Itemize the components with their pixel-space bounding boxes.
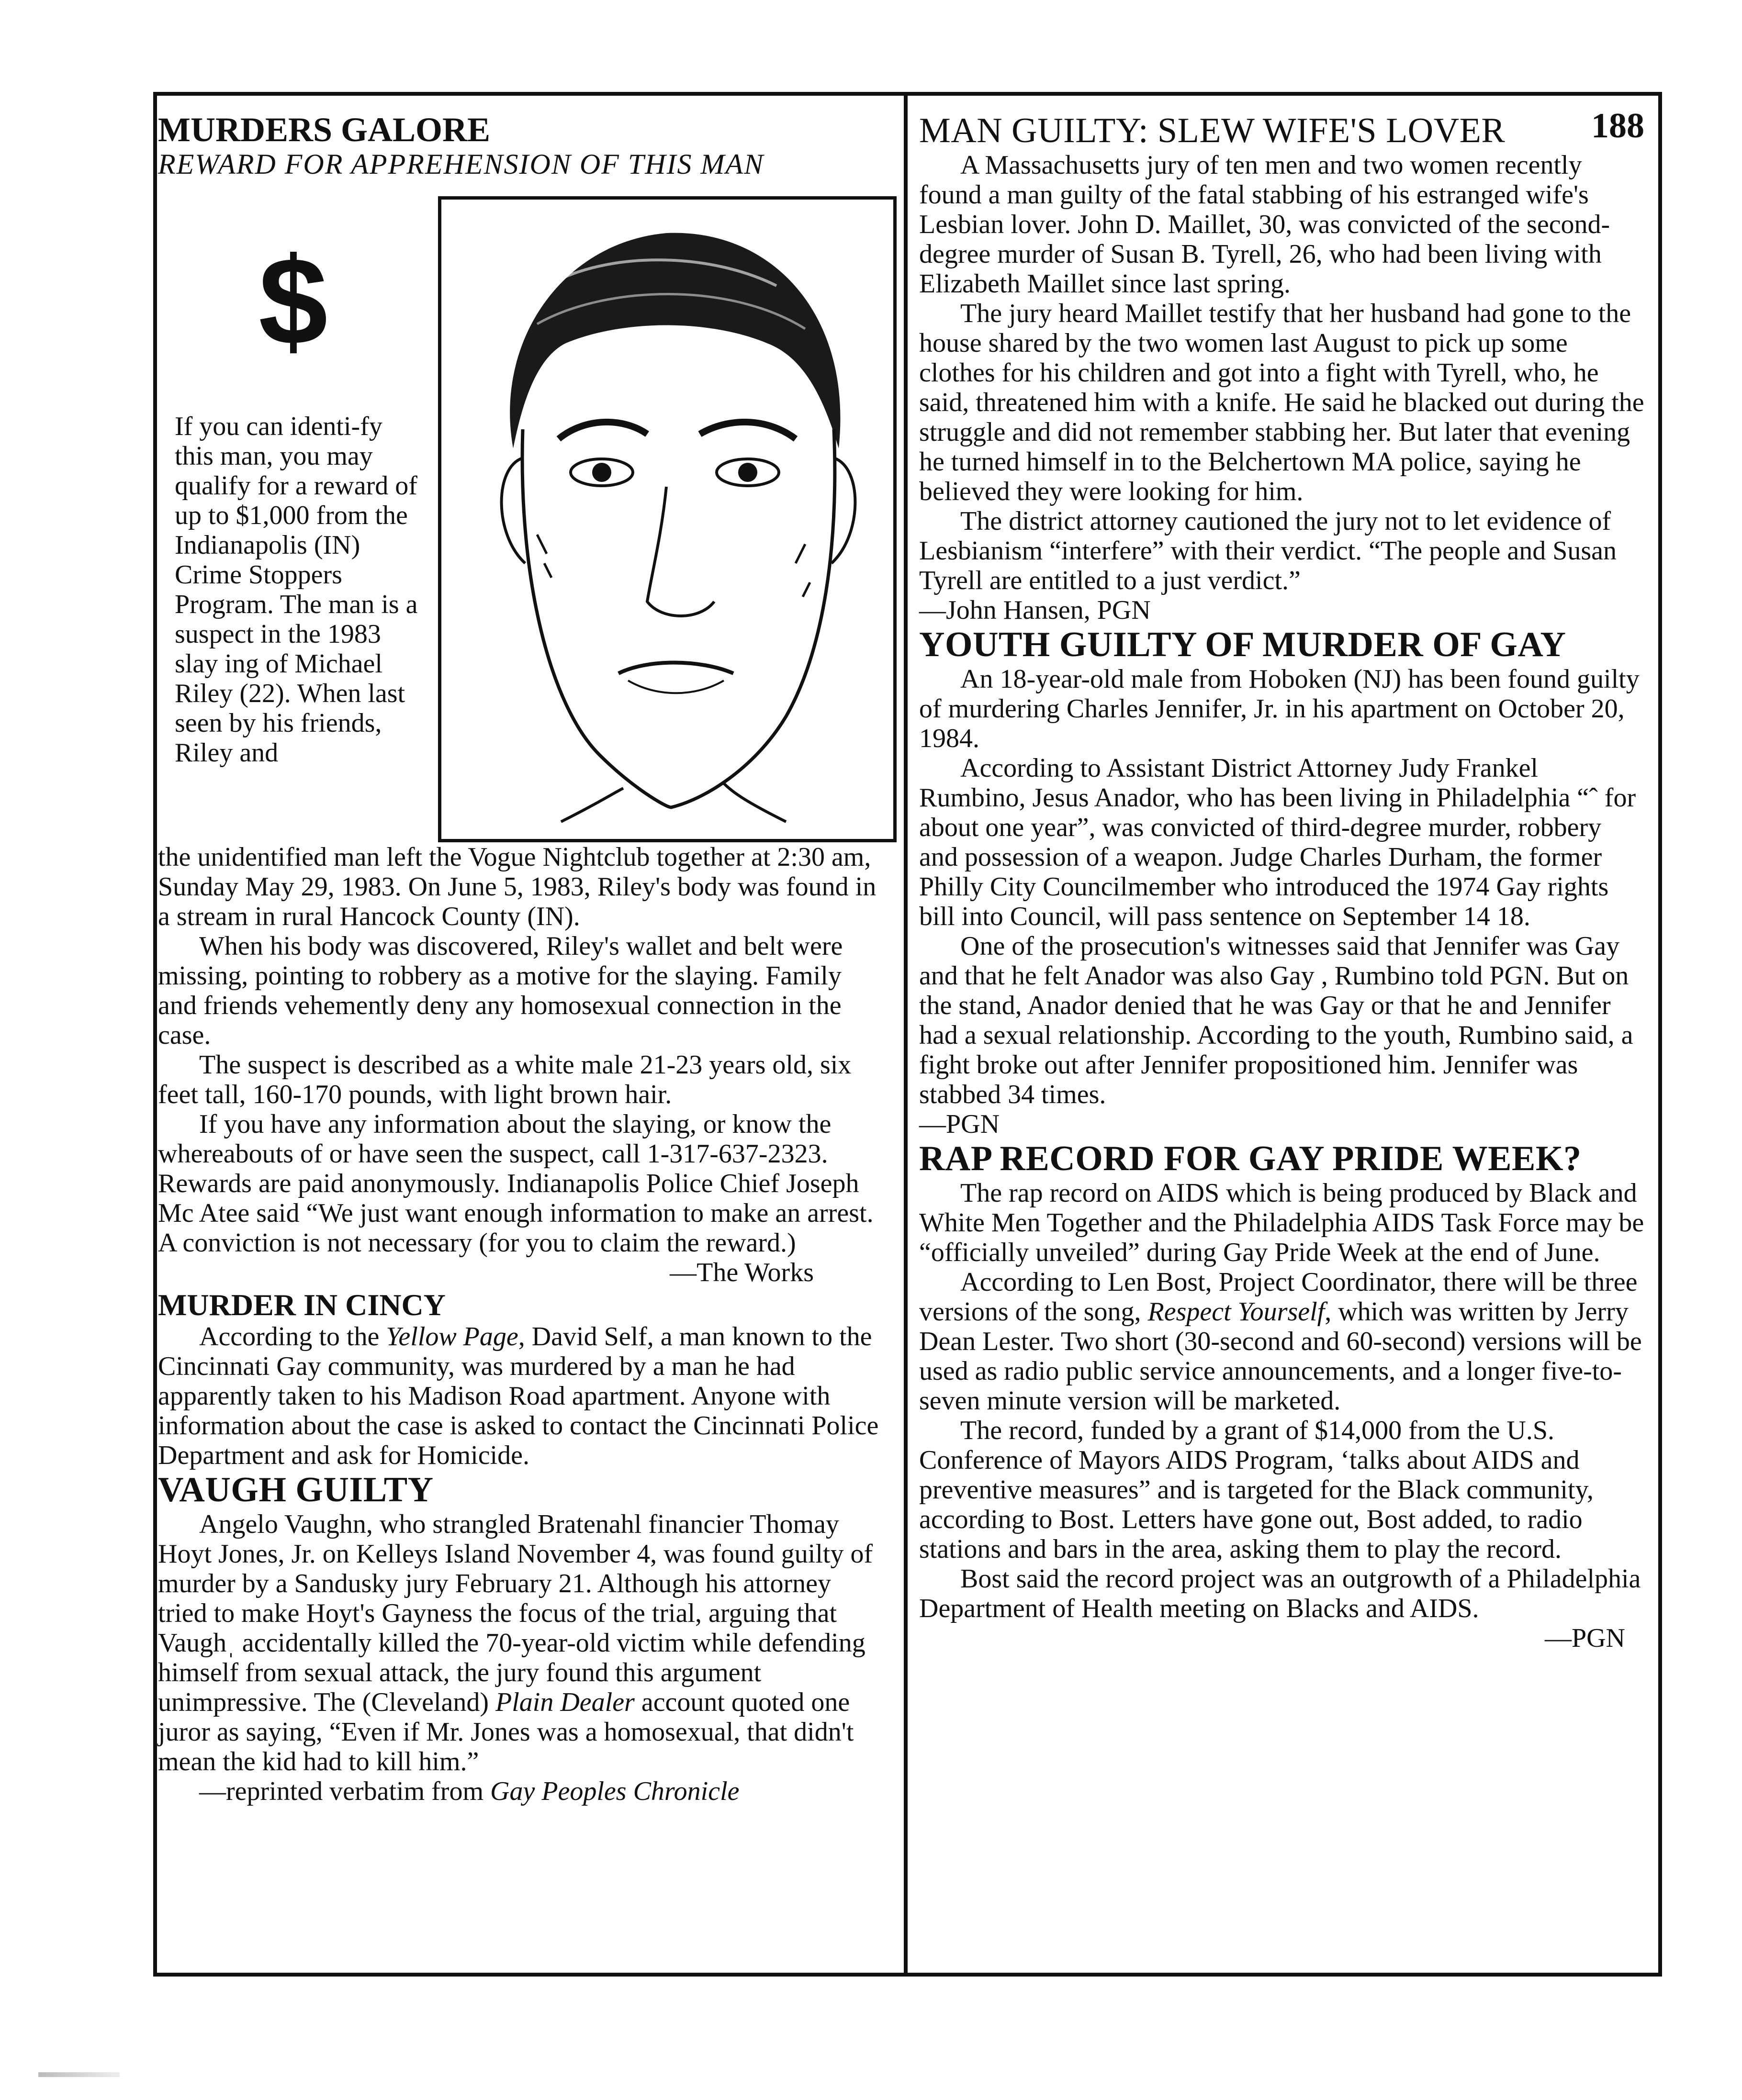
column-divider: [904, 92, 908, 1977]
left-column-body: [158, 842, 886, 1806]
vaugh-credit: [158, 1776, 886, 1806]
vaugh-p1: [158, 1509, 886, 1776]
gay-peoples-chronicle-title: Gay Peoples Chronicle: [490, 1776, 740, 1806]
rap-p1: The rap record on AIDS which is being produced by Black and White Men Together and the Philadelphia AIDS Task Force may be “officially unveiled” during Gay Pride Week at the end of June.: [919, 1178, 1644, 1267]
youth-credit: —PGN: [919, 1109, 1000, 1139]
page-number: 188: [1591, 106, 1644, 145]
vaugh-p1-start: Angelo Vaughn, who strangled Bratenahl financier Thomay Hoyt Jones, Jr. on Kelleys Island November 4, was found guilty of murder by a Sandusky jury February 21. Although his attorney tried to make Hoyt's Gayness the focus of the trial, arguing that Vaughˌ accidentally killed the 70-year-old victim while defending himself from sexual attack, the jury found this argument unimpressive. The (Cleveland): [158, 1509, 873, 1717]
youth-p1: An 18-year-old male from Hoboken (NJ) has been found guilty of murdering Charles Jennifer, Jr. in his apartment on October 20, 1984.: [919, 664, 1640, 753]
reward-subhead: REWARD FOR APPREHENSION OF THIS MAN: [158, 148, 764, 180]
cincy-p1-rest: , David Self, a man known to the Cincinnati Gay community, was murdered by a man he had apparently taken to his Madison Road apartment. Anyone with information about the case is asked to contact the Cincinnati Police Department and ask for Homicide.: [158, 1322, 879, 1470]
youth-guilty-headline: YOUTH GUILTY OF MURDER OF GAY: [919, 625, 1566, 664]
slew-p2: The jury heard Maillet testify that her husband had gone to the house shared by the two women last August to pick up some clothes for his children and got into a fight with Tyrell, who, he said, threatened him with a knife. He said he blacked out during the struggle and did not remember stabbing her. But later that evening he turned himself in to the Belchertown MA police, saying he believed they were looking for him.: [919, 299, 1644, 506]
dollar-sign: $: [258, 232, 328, 371]
rap-p2-start: According to Len Bost, Project Coordinator, there will be three versions of the song,: [919, 1267, 1638, 1327]
suspect-face-drawing: [441, 200, 893, 839]
slew-p1: A Massachusetts jury of ten men and two women recently found a man guilty of the fatal stabbing of his estranged wife's Lesbian lover. John D. Maillet, 30, was convicted of the second-degree murder of Susan B. Tyrell, 26, who had been living with Elizabeth Maillet since last spring.: [919, 150, 1610, 299]
vaugh-credit-text: —reprinted verbatim from: [199, 1776, 491, 1806]
murders-galore-headline: MURDERS GALORE: [158, 111, 491, 149]
yellow-page-title: Yellow Page: [386, 1322, 518, 1352]
right-column: [919, 106, 1644, 1653]
rap-p2-rest: , which was written by Jerry Dean Lester. Two short (30-second and 60-second) versions will be used as radio public service announcements, and a longer five-to-seven minute version will be marketed.: [919, 1297, 1642, 1416]
rap-credit: —PGN: [1544, 1623, 1625, 1653]
slew-wifes-lover-headline: MAN GUILTY: SLEW WIFE'S LOVER: [919, 111, 1506, 150]
murder-in-cincy-headline: MURDER IN CINCY: [158, 1288, 446, 1322]
scan-artifact: [38, 2072, 120, 2077]
cincy-p1: [158, 1322, 886, 1470]
rap-p3: The record, funded by a grant of $14,000 from the U.S. Conference of Mayors AIDS Program, ‘talks about AIDS and preventive measures” and is targeted for the Black community, according to Bost. Letters have gone out, Bost added, to radio stations and bars in the area, asking them to play the record.: [919, 1416, 1594, 1564]
youth-p2: According to Assistant District Attorney Judy Frankel Rumbino, Jesus Anador, who has been living in Philadelphia “ˆ for about one year”, was convicted of third-degree murder, robbery and possession of a weapon. Judge Charles Durham, the former Philly City Councilmember who introduced the 1974 Gay rights bill into Council, will pass sentence on September 14 18.: [919, 753, 1636, 931]
vaugh-guilty-headline: VAUGH GUILTY: [158, 1470, 434, 1509]
slew-credit: —John Hansen, PGN: [919, 595, 1151, 625]
suspect-sketch: [438, 196, 897, 842]
reward-narrow-text: [175, 412, 424, 768]
youth-p3: One of the prosecution's witnesses said that Jennifer was Gay and that he felt Anador was also Gay , Rumbino told PGN. But on the stand, Anador denied that he was Gay or that he and Jennifer had a sexual relationship. According to the youth, Rumbino said, a fight broke out after Jennifer propositioned him. Jennifer was stabbed 34 times.: [919, 931, 1633, 1109]
the-works-credit: —The Works: [670, 1258, 814, 1287]
rap-record-headline: RAP RECORD FOR GAY PRIDE WEEK?: [919, 1139, 1582, 1178]
murders-credit-line: [158, 1258, 886, 1287]
vaugh-p1-rest: account quoted one juror as saying, “Even if Mr. Jones was a homosexual, that didn't mean the kid had to kill him.”: [158, 1687, 854, 1776]
rap-p2: [919, 1267, 1644, 1416]
respect-yourself-title: Respect Yourself: [1147, 1297, 1325, 1327]
reward-intro: If you can identi-fy this man, you may qualify for a reward of up to $1,000 from the Indianapolis (IN) Crime Stoppers Program. The man is a suspect in the 1983 slay ing of Michael Riley (22). When last seen by his friends, Riley and: [175, 412, 418, 768]
rap-p4: Bost said the record project was an outgrowth of a Philadelphia Department of Health meeting on Blacks and AIDS.: [919, 1564, 1641, 1623]
murders-p4: If you have any information about the slaying, or know the whereabouts of or have seen the suspect, call 1-317-637-2323. Rewards are paid anonymously. Indianapolis Police Chief Joseph Mc Atee said “We just want enough information to make an arrest. A conviction is not necessary (for you to claim the reward.): [158, 1109, 874, 1258]
cincy-p1-start: According to the: [199, 1322, 386, 1352]
murders-p3: The suspect is described as a white male 21-23 years old, six feet tall, 160-170 pounds, with light brown hair.: [158, 1050, 852, 1109]
murders-continued: the unidentified man left the Vogue Nightclub together at 2:30 am, Sunday May 29, 1983. On June 5, 1983, Riley's body was found in a stream in rural Hancock County (IN).: [158, 842, 877, 931]
murders-p2: When his body was discovered, Riley's wallet and belt were missing, pointing to robbery as a motive for the slaying. Family and friends vehemently deny any homosexual connection in the case.: [158, 931, 843, 1050]
plain-dealer-title: Plain Dealer: [495, 1687, 635, 1717]
left-column-header: [158, 111, 886, 180]
slew-p3: The district attorney cautioned the jury not to let evidence of Lesbianism “interfere” with their verdict. “The people and Susan Tyrell are entitled to a just verdict.”: [919, 506, 1617, 595]
